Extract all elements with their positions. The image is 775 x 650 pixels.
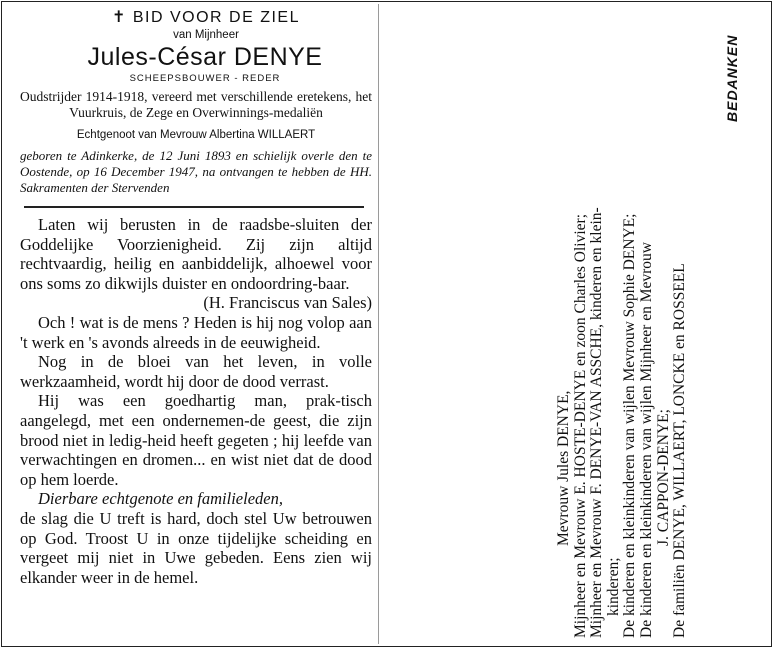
family-line: De kinderen en kleinkinderen van wijlen Mevrouw Sophie DENYE;	[621, 213, 639, 638]
paragraph: Nog in de bloei van het leven, in volle werkzaamheid, wordt hij door de dood verrast.	[20, 352, 372, 391]
family-line: Mevrouw Jules DENYE,	[555, 390, 572, 546]
paragraph: Hij was een goedhartig man, prak-tisch aangelegd, met een ondernemen-de geest, die zijn brood niet in ledig-heid heeft gegeten ; hij leefde van verwachtingen en dromen... en wist niet dat de dood op hem loerde.	[20, 391, 372, 489]
family-list	[556, 6, 689, 638]
prayer-heading: ✝ BID VOOR DE ZIEL	[112, 9, 300, 26]
family-line: J. CAPPON-DENYE;	[654, 409, 672, 546]
family-line: Mijnheer en Mevrouw F. DENYE-VAN ASSCHE, kinderen en klein-	[588, 207, 606, 638]
paragraph: Laten wij berusten in de raadsbe-sluiten der Goddelijke Voorzienigheid. Zij zijn altijd rechtvaardig, heilig en aanbiddelijk, alhoewel voor ons soms zo dikwijls duister en ondoordring-baar.	[20, 215, 372, 293]
fold-line	[378, 4, 379, 644]
birth-death-text: geboren te Adinkerke, de 12 Juni 1893 en schielijk overle den te Oostende, op 16 December 1947, na ontvangen te hebben de HH. Sakramenten der Stervenden	[20, 148, 372, 195]
deceased-name	[38, 42, 372, 72]
family-line: De familiën DENYE, WILLAERT, LONCKE en ROSSEEL	[671, 263, 689, 638]
quote-attribution: (H. Franciscus van Sales)	[203, 293, 372, 313]
meditation-text	[20, 215, 372, 587]
first-name: Jules-César	[87, 43, 227, 71]
paragraph: de slag die U treft is hard, doch stel Uw betrouwen op God. Troost U in onze tijdelijke scheiding en vergeet mij niet in Uwe gebeden. Eens zien wij elkander weer in de hemel.	[20, 508, 372, 587]
left-panel	[20, 8, 372, 587]
family-line: kinderen;	[604, 557, 622, 616]
military-honours: Oudstrijder 1914-1918, vereerd met verschillende eretekens, het Vuurkruis, de Zege en Overwinnings-medaliën	[20, 89, 372, 120]
address-line: Dierbare echtgenote en familieleden,	[38, 489, 283, 509]
spouse-line: Echtgenoot van Mevrouw Albertina WILLAERT	[76, 129, 316, 141]
van-line: van Mijnheer	[173, 29, 239, 41]
family-line: Mijnheer en Mevrouw E. HOSTE-DENYE en zoon Charles Olivier;	[571, 214, 589, 638]
paragraph: Och ! wat is de mens ? Heden is hij nog volop aan 't werk en 's avonds alreeds in de eeuwigheid.	[20, 312, 372, 352]
profession: SCHEEPSBOUWER - REDER	[129, 73, 281, 84]
thanks-label: BEDANKEN	[724, 34, 740, 122]
separator-rule	[24, 206, 364, 208]
last-name: DENYE	[233, 43, 323, 71]
family-line: De kinderen en kleinkinderen van wijlen Mijnheer en Mevrouw	[637, 242, 655, 638]
